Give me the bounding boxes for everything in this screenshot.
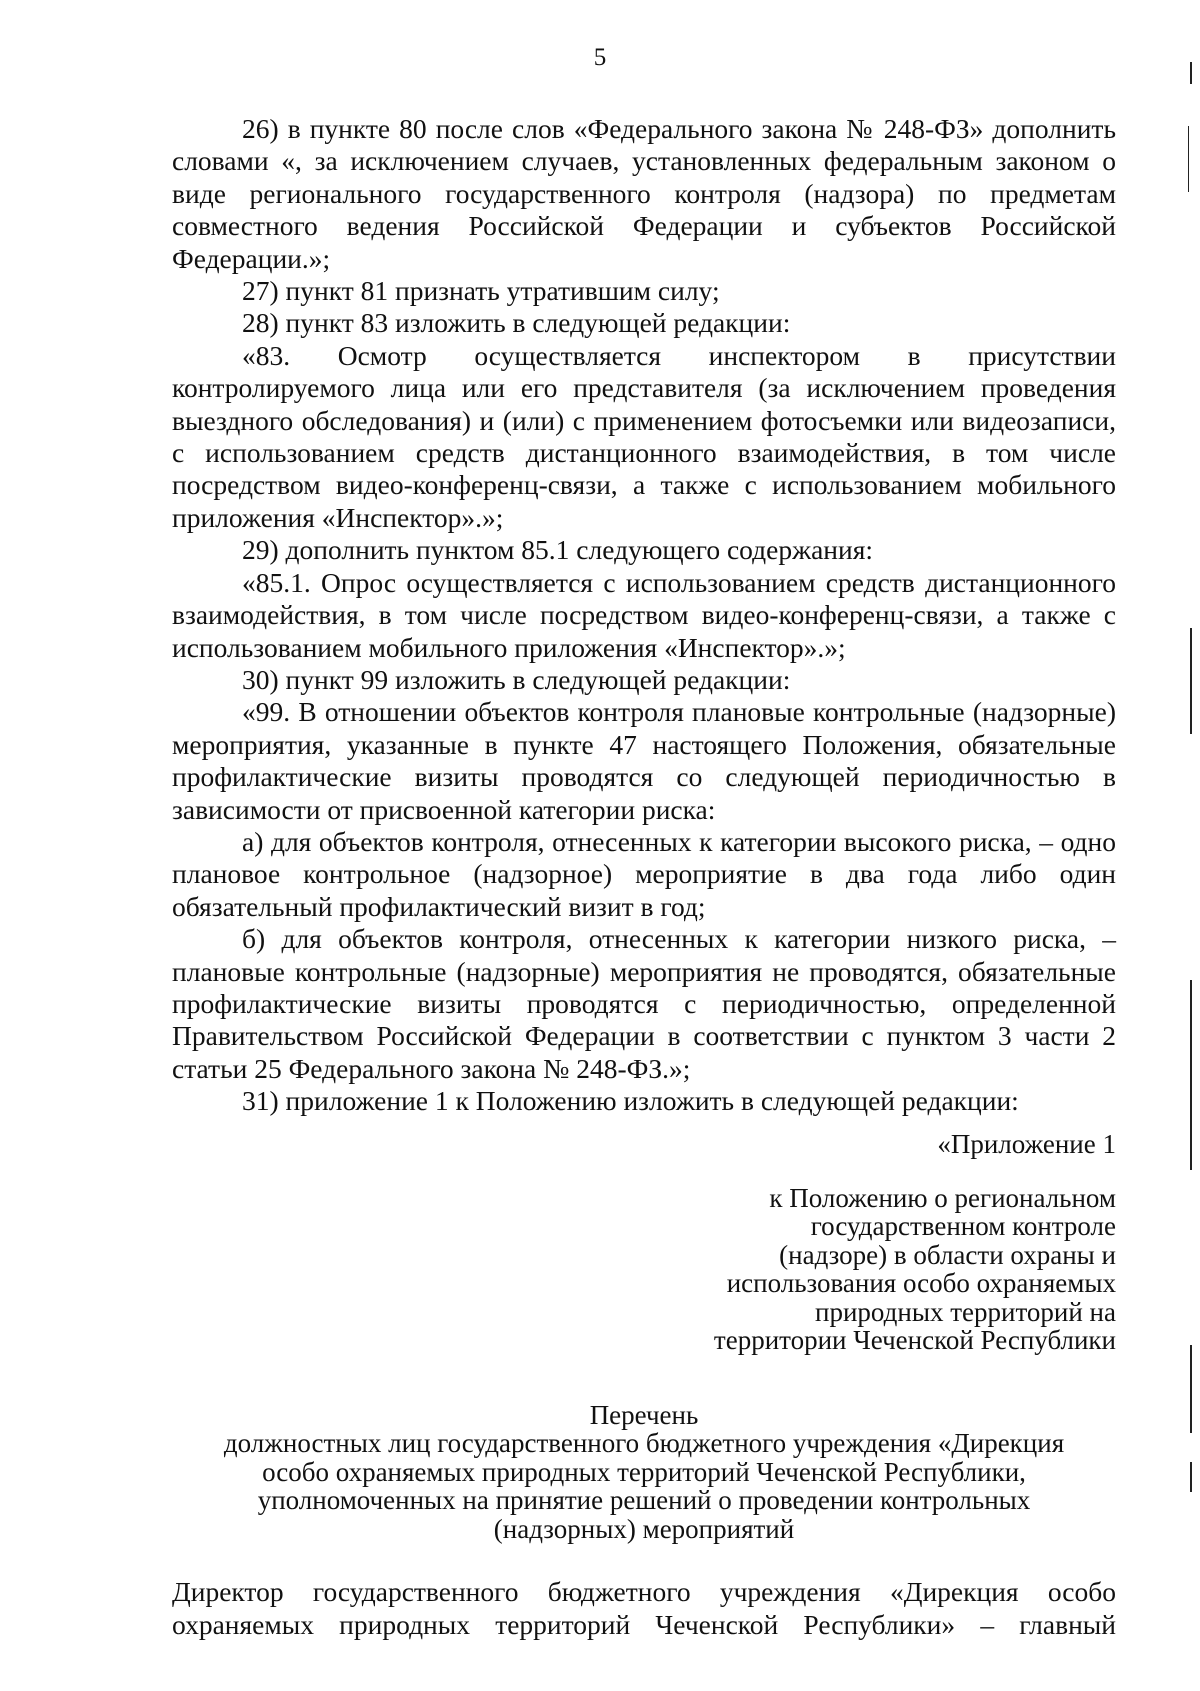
- appendix-caption: [676, 1184, 1116, 1355]
- appendix-caption-line: природных территорий на: [815, 1296, 1116, 1327]
- list-title-line: особо охраняемых природных территорий Чеченской Республики,: [262, 1456, 1026, 1487]
- subparagraph-b: б) для объектов контроля, отнесенных к категории низкого риска, – плановые контрольные (надзорные) мероприятия не проводятся, обязательные профилактические визиты проводятся с периодичностью, определенной Правительством Российской Федерации в соответствии с пунктом 3 части 2 статьи 25 Федерального закона № 248-ФЗ.»;: [172, 923, 1116, 1084]
- scan-margin-mark: [1188, 126, 1189, 192]
- appendix-label: «Приложение 1: [937, 1128, 1116, 1159]
- appendix-caption-line: территории Чеченской Республики: [713, 1325, 1116, 1356]
- paragraph-28: 28) пункт 83 изложить в следующей редакции:: [242, 307, 791, 339]
- paragraph-29: 29) дополнить пунктом 85.1 следующего содержания:: [242, 534, 874, 566]
- scan-margin-mark: [1190, 628, 1192, 734]
- list-title-line: (надзорных) мероприятий: [493, 1513, 795, 1544]
- list-title-line: уполномоченных на принятие решений о проведении контрольных: [257, 1485, 1031, 1516]
- scan-margin-mark: [1190, 1345, 1192, 1433]
- document-body: [172, 113, 1116, 1641]
- appendix-caption-line: (надзоре) в области охраны и: [779, 1239, 1116, 1270]
- director-line: охраняемых природных территорий Чеченской Республики» – главный: [172, 1609, 1116, 1641]
- list-title-line: должностных лиц государственного бюджетного учреждения «Дирекция: [223, 1428, 1065, 1459]
- paragraph-31: 31) приложение 1 к Положению изложить в следующей редакции:: [242, 1085, 1019, 1117]
- paragraph-27: 27) пункт 81 признать утратившим силу;: [242, 275, 720, 307]
- scan-margin-mark: [1190, 62, 1192, 84]
- paragraph-26: 26) в пункте 80 после слов «Федерального закона № 248-ФЗ» дополнить словами «, за исключением случаев, установленных федеральным законом о виде регионального государственного контроля (надзора) по предметам совместного ведения Российской Федерации и субъектов Российской Федерации.»;: [172, 113, 1116, 274]
- director-line: Директор государственного бюджетного учреждения «Дирекция особо: [172, 1576, 1116, 1608]
- director-entry: [172, 1575, 1116, 1641]
- subparagraph-a: а) для объектов контроля, отнесенных к категории высокого риска, – одно плановое контрольное (надзорное) мероприятие в два года либо один обязательный профилактический визит в год;: [172, 825, 1116, 922]
- paragraph-30: 30) пункт 99 изложить в следующей редакции:: [242, 663, 791, 695]
- list-title: [172, 1401, 1116, 1544]
- appendix-caption-line: использования особо охраняемых: [726, 1268, 1116, 1299]
- appendix-caption-line: к Положению о региональном: [769, 1182, 1116, 1213]
- list-heading: Перечень: [589, 1399, 699, 1430]
- scan-margin-mark: [1190, 980, 1192, 1170]
- paragraph-85-1-text: «85.1. Опрос осуществляется с использованием средств дистанционного взаимодействия, в том числе посредством видео-конференц-связи, а также с использованием мобильного приложения «Инспектор».»;: [172, 566, 1116, 663]
- paragraph-99-text: «99. В отношении объектов контроля плановые контрольные (надзорные) мероприятия, указанные в пункте 47 настоящего Положения, обязательные профилактические визиты проводятся со следующей периодичностью в зависимости от присвоенной категории риска:: [172, 696, 1116, 825]
- appendix-caption-line: государственном контроле: [810, 1211, 1116, 1242]
- page-number: 5: [593, 44, 607, 71]
- scan-margin-mark: [1190, 1462, 1192, 1492]
- paragraph-83-text: «83. Осмотр осуществляется инспектором в присутствии контролируемого лица или его представителя (за исключением проведения выездного обследования) и (или) с применением фотосъемки или видеозаписи, с использованием средств дистанционного взаимодействия, в том числе посредством видео-конференц-связи, а также с использованием мобильного приложения «Инспектор».»;: [172, 339, 1116, 533]
